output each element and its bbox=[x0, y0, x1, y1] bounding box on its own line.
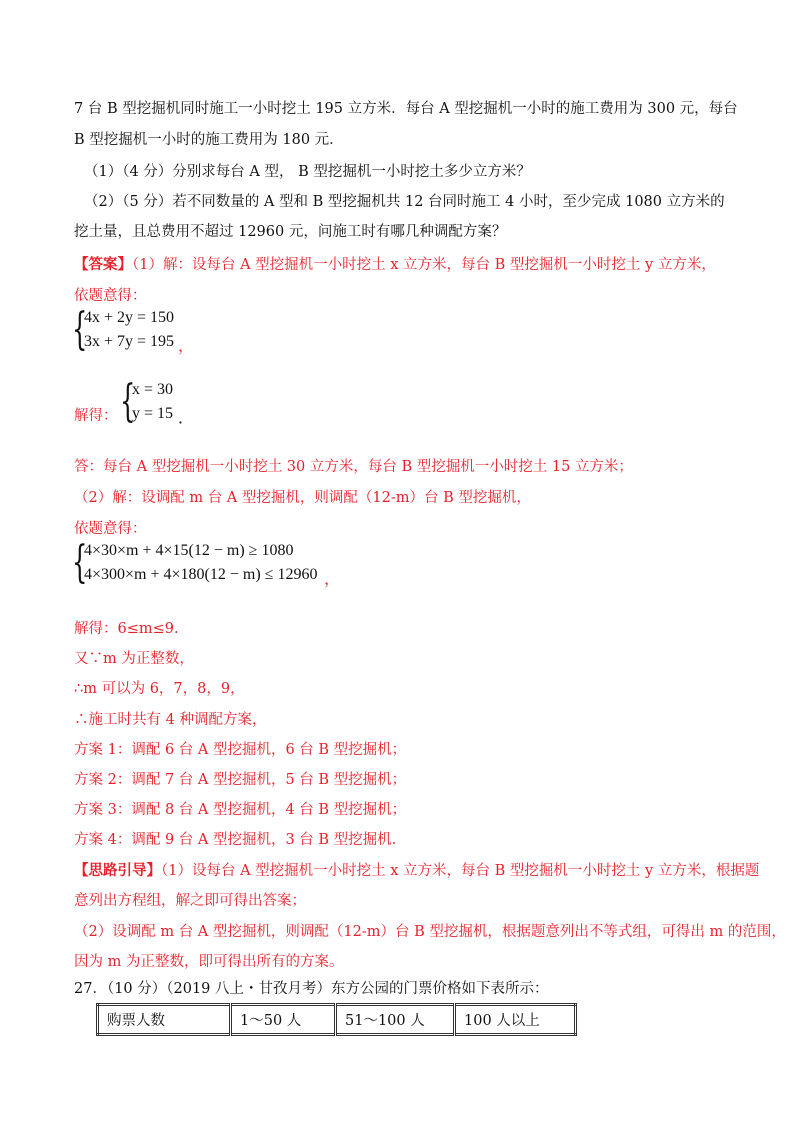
answer-tag: 【答案】 bbox=[74, 256, 132, 273]
system-2-comma: ， bbox=[324, 571, 341, 588]
solve-label: 解得： bbox=[74, 408, 118, 424]
also-integer: 又∵m 为正整数， bbox=[74, 651, 194, 667]
answer-1: 答：每台 A 型挖掘机一小时挖土 30 立方米，每台 B 型挖掘机一小时挖土 15 立方米； bbox=[74, 459, 633, 475]
system-2-eq-1: 4×30×m + 4×15(12 − m) ≥ 1080 bbox=[84, 542, 294, 559]
plan-2: 方案 2：调配 7 台 A 型挖掘机，5 台 B 型挖掘机； bbox=[74, 772, 407, 788]
four-plans: ∴施工时共有 4 种调配方案， bbox=[74, 712, 267, 728]
by-meaning-1: 依题意得： bbox=[74, 288, 147, 304]
hint-line-1-text: （1）设每台 A 型挖掘机一小时挖土 x 立方米，每台 B 型挖掘机一小时挖土 y 立方米，根据题 bbox=[161, 863, 760, 879]
question-2-line-2: 挖土量，且总费用不超过 12960 元，问施工时有哪几种调配方案？ bbox=[74, 224, 507, 240]
system-1-comma: ， bbox=[178, 338, 195, 355]
part-2-intro: （2）解：设调配 m 台 A 型挖掘机，则调配（12-m）台 B 型挖掘机， bbox=[74, 490, 531, 506]
problem-27-heading: 27．（10 分）（2019 八上・甘孜月考）东方公园的门票价格如下表所示： bbox=[74, 981, 549, 997]
answer-intro-text: （1）解：设每台 A 型挖掘机一小时挖土 x 立方米，每台 B 型挖掘机一小时挖土 y 立方米， bbox=[132, 257, 716, 273]
hint-tag: 【思路引导】 bbox=[74, 862, 161, 879]
hint-line-1 bbox=[74, 859, 759, 880]
table-cell: 100 人以上 bbox=[455, 1005, 576, 1035]
solution-1-eq-1: x = 30 bbox=[132, 381, 174, 398]
hint-line-3: （2）设调配 m 台 A 型挖掘机，则调配（12-m）台 B 型挖掘机，根据题意列出不等式组，可得出 m 的范围， bbox=[74, 924, 786, 940]
answer-intro bbox=[74, 253, 716, 274]
question-1: （1）（4 分）分别求每台 A 型， B 型挖掘机一小时挖土多少立方米？ bbox=[84, 164, 531, 180]
system-2-brace: { bbox=[72, 537, 88, 588]
table-cell: 51～100 人 bbox=[336, 1005, 455, 1035]
m-values: ∴m 可以为 6，7，8，9， bbox=[74, 681, 245, 697]
plan-3: 方案 3：调配 8 台 A 型挖掘机，4 台 B 型挖掘机； bbox=[74, 802, 407, 818]
system-2-eq-2: 4×300×m + 4×180(12 − m) ≤ 12960 bbox=[84, 566, 318, 583]
problem-line-2: B 型挖掘机一小时的施工费用为 180 元． bbox=[74, 132, 344, 148]
hint-line-4: 因为 m 为正整数，即可得出所有的方案。 bbox=[74, 954, 344, 970]
question-2-line-1: （2）（5 分）若不同数量的 A 型和 B 型挖掘机共 12 台同时施工 4 小时，至少完成 1080 立方米的 bbox=[84, 194, 725, 210]
problem-line-1: 7 台 B 型挖掘机同时施工一小时挖土 195 立方米．每台 A 型挖掘机一小时的施工费用为 300 元，每台 bbox=[74, 101, 738, 117]
table-row bbox=[98, 1005, 576, 1035]
system-1-eq-1: 4x + 2y = 150 bbox=[84, 309, 175, 326]
solve-2: 解得：6≤m≤9. bbox=[74, 621, 179, 637]
solution-1-eq-2: y = 15 bbox=[132, 405, 174, 422]
plan-1: 方案 1：调配 6 台 A 型挖掘机，6 台 B 型挖掘机； bbox=[74, 742, 407, 758]
table-cell: 购票人数 bbox=[98, 1005, 231, 1035]
solution-1-period: ． bbox=[178, 410, 195, 427]
by-meaning-2: 依题意得： bbox=[74, 521, 147, 537]
hint-line-2: 意列出方程组，解之即可得出答案； bbox=[74, 893, 306, 909]
table-cell: 1～50 人 bbox=[231, 1005, 336, 1035]
system-1-brace: { bbox=[72, 304, 88, 355]
system-1-eq-2: 3x + 7y = 195 bbox=[84, 333, 175, 350]
ticket-price-table bbox=[96, 1003, 577, 1036]
solution-1-brace: { bbox=[120, 376, 136, 427]
plan-4: 方案 4：调配 9 台 A 型挖掘机，3 台 B 型挖掘机. bbox=[74, 832, 397, 848]
